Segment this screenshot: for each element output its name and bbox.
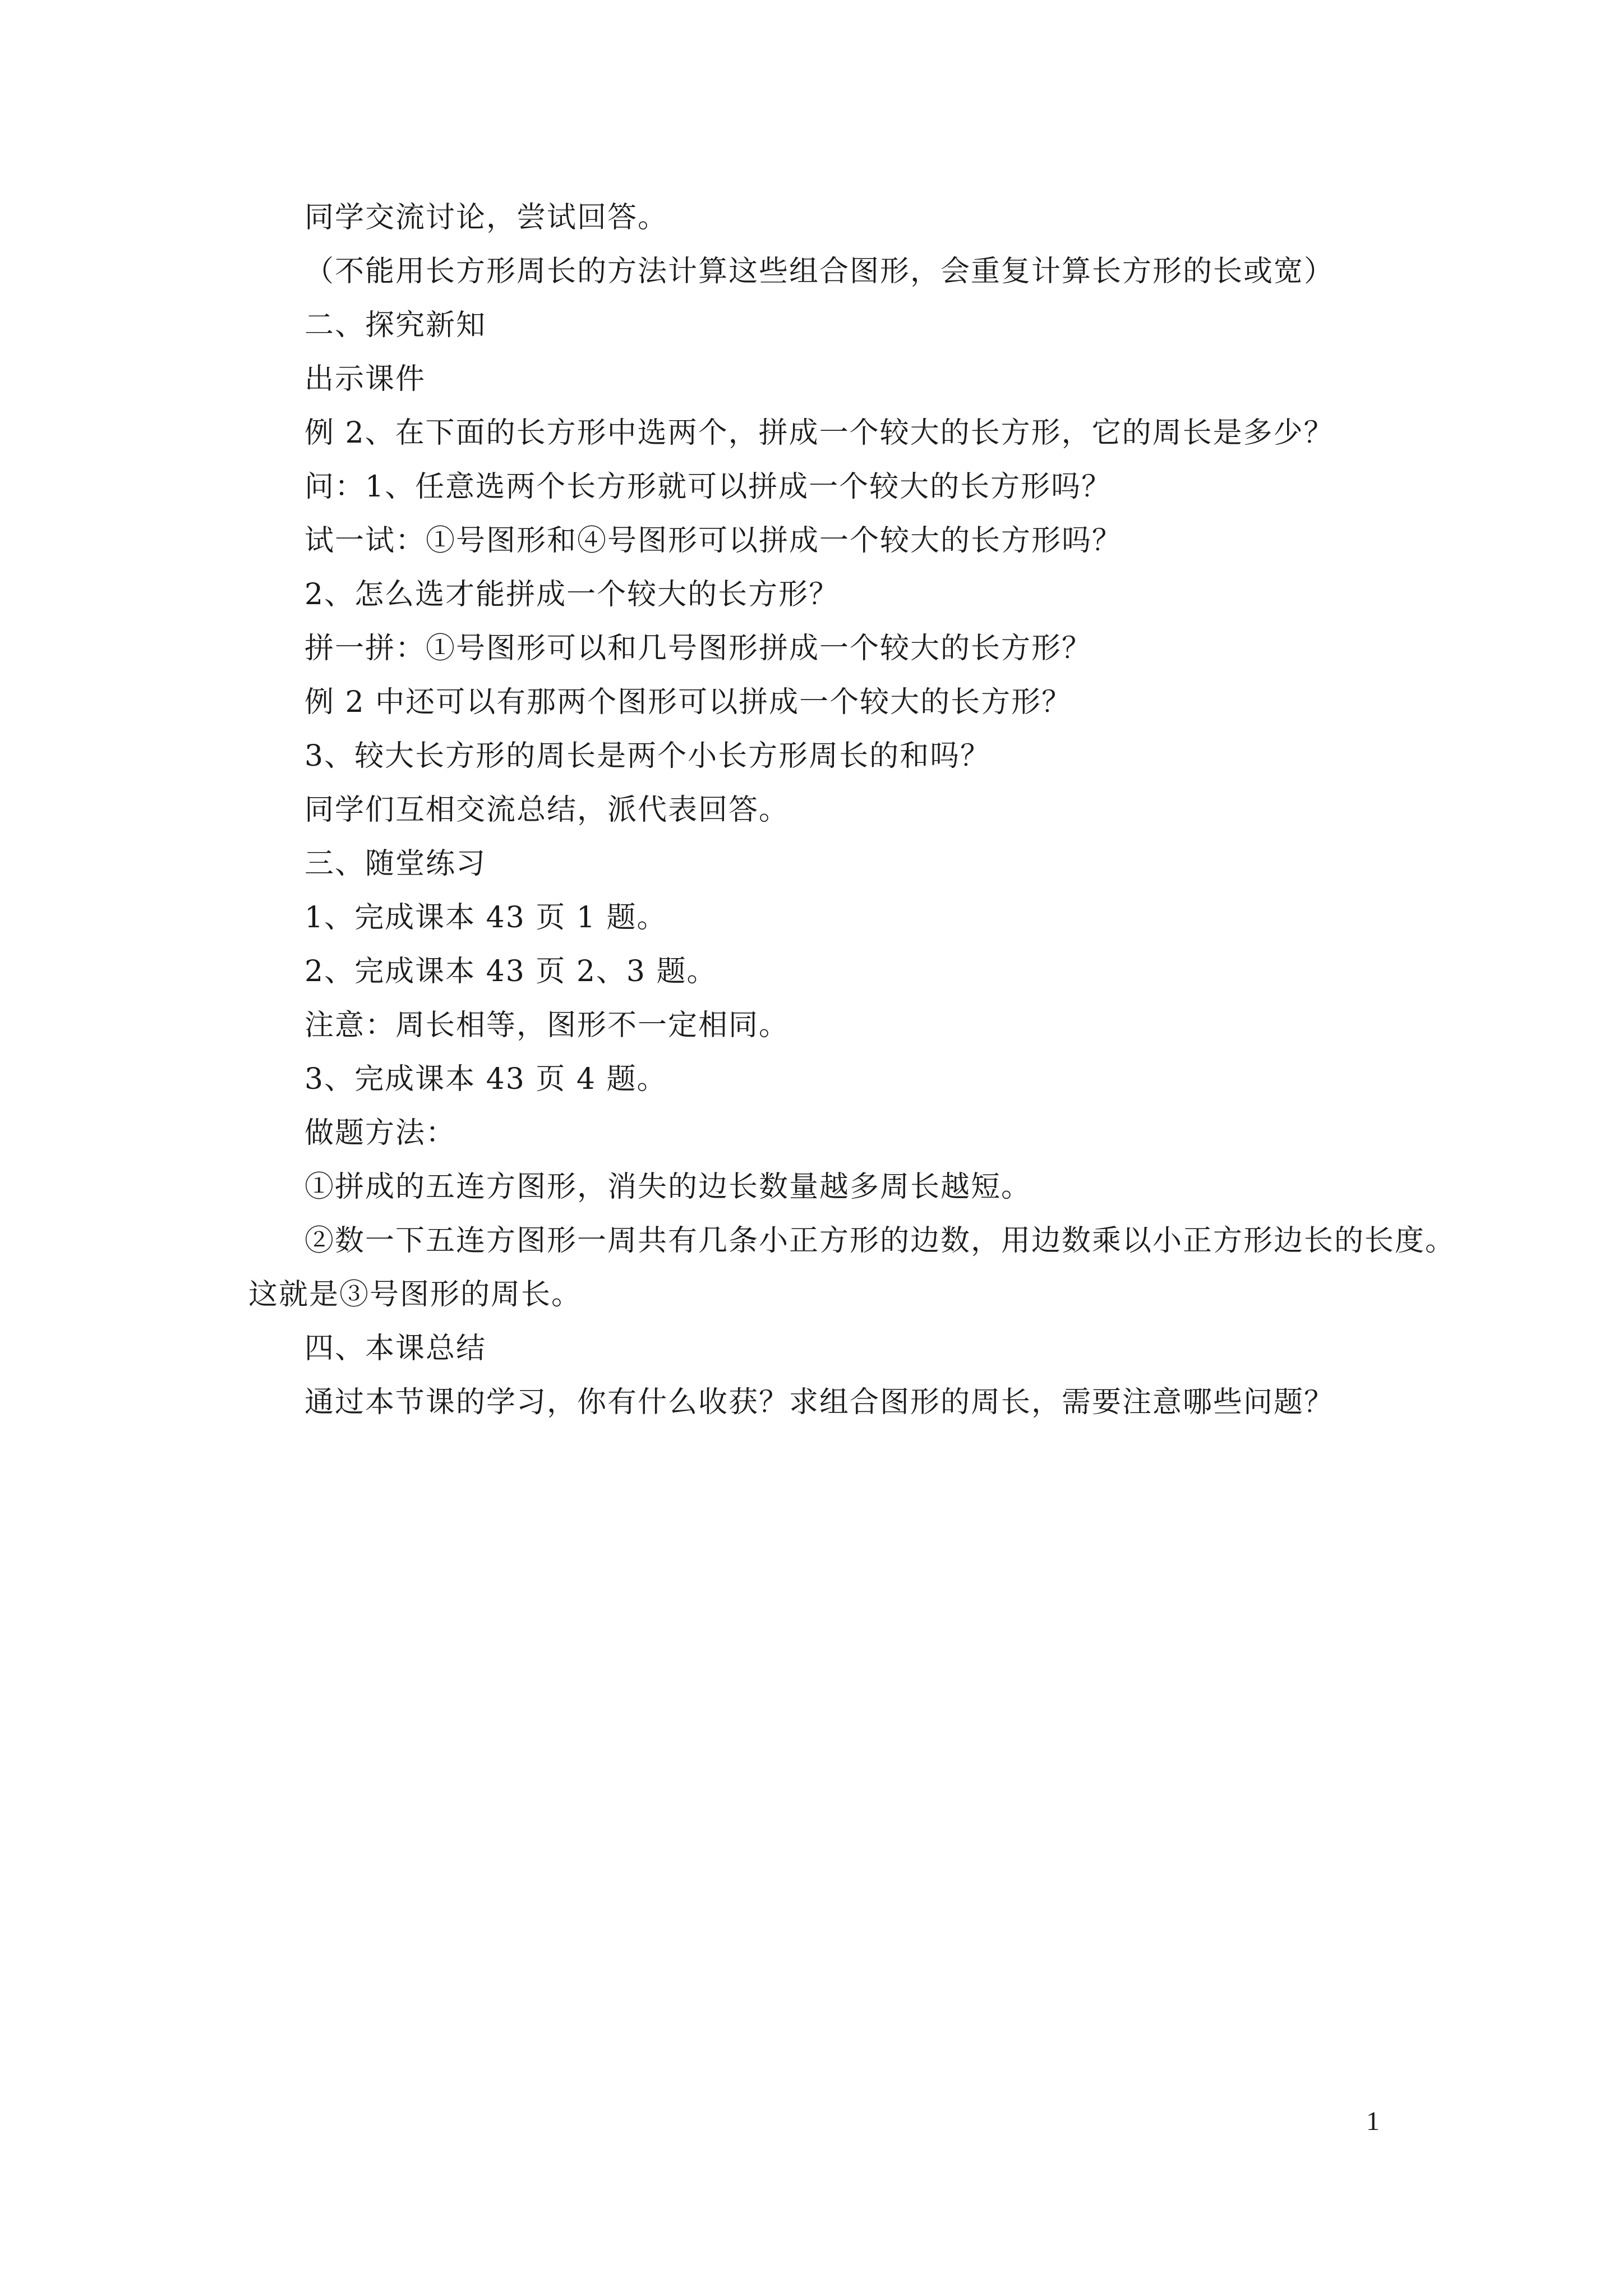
text-line: 拼一拼：①号图形可以和几号图形拼成一个较大的长方形？	[305, 632, 1092, 665]
document-body	[248, 191, 1456, 1429]
page-number: 1	[1366, 2106, 1380, 2136]
text-line: 3、较大长方形的周长是两个小长方形周长的和吗？	[305, 739, 991, 773]
text-line: 同学交流讨论，尝试回答。	[305, 201, 668, 234]
text-line: 2、怎么选才能拼成一个较大的长方形？	[305, 578, 840, 611]
text-line: 问：1、任意选两个长方形就可以拼成一个较大的长方形吗？	[305, 470, 1112, 504]
text-line-continuation: 这就是③号图形的周长。	[248, 1278, 582, 1312]
section-heading: 三、随堂练习	[305, 847, 487, 881]
text-line: 试一试：①号图形和④号图形可以拼成一个较大的长方形吗？	[305, 524, 1123, 558]
section-heading: 二、探究新知	[305, 309, 487, 342]
text-line: 通过本节课的学习，你有什么收获？求组合图形的周长，需要注意哪些问题？	[305, 1386, 1335, 1419]
text-line: 例 2 中还可以有那两个图形可以拼成一个较大的长方形？	[305, 685, 1072, 719]
text-line: 出示课件	[305, 362, 426, 396]
text-line: ①拼成的五连方图形，消失的边长数量越多周长越短。	[305, 1170, 1032, 1204]
text-line: 例 2、在下面的长方形中选两个，拼成一个较大的长方形，它的周长是多少？	[305, 416, 1334, 450]
section-heading: 四、本课总结	[305, 1332, 487, 1365]
text-line: 1、完成课本 43 页 1 题。	[305, 901, 667, 935]
text-line: （不能用长方形周长的方法计算这些组合图形，会重复计算长方形的长或宽）	[305, 255, 1335, 288]
text-line: ②数一下五连方图形一周共有几条小正方形的边数，用边数乘以小正方形边长的长度。	[305, 1224, 1456, 1258]
text-line: 2、完成课本 43 页 2、3 题。	[305, 955, 717, 988]
text-line: 做题方法：	[305, 1116, 457, 1150]
text-line: 3、完成课本 43 页 4 题。	[305, 1062, 667, 1096]
text-line: 注意：周长相等，图形不一定相同。	[305, 1009, 790, 1042]
text-line: 同学们互相交流总结，派代表回答。	[305, 793, 790, 827]
